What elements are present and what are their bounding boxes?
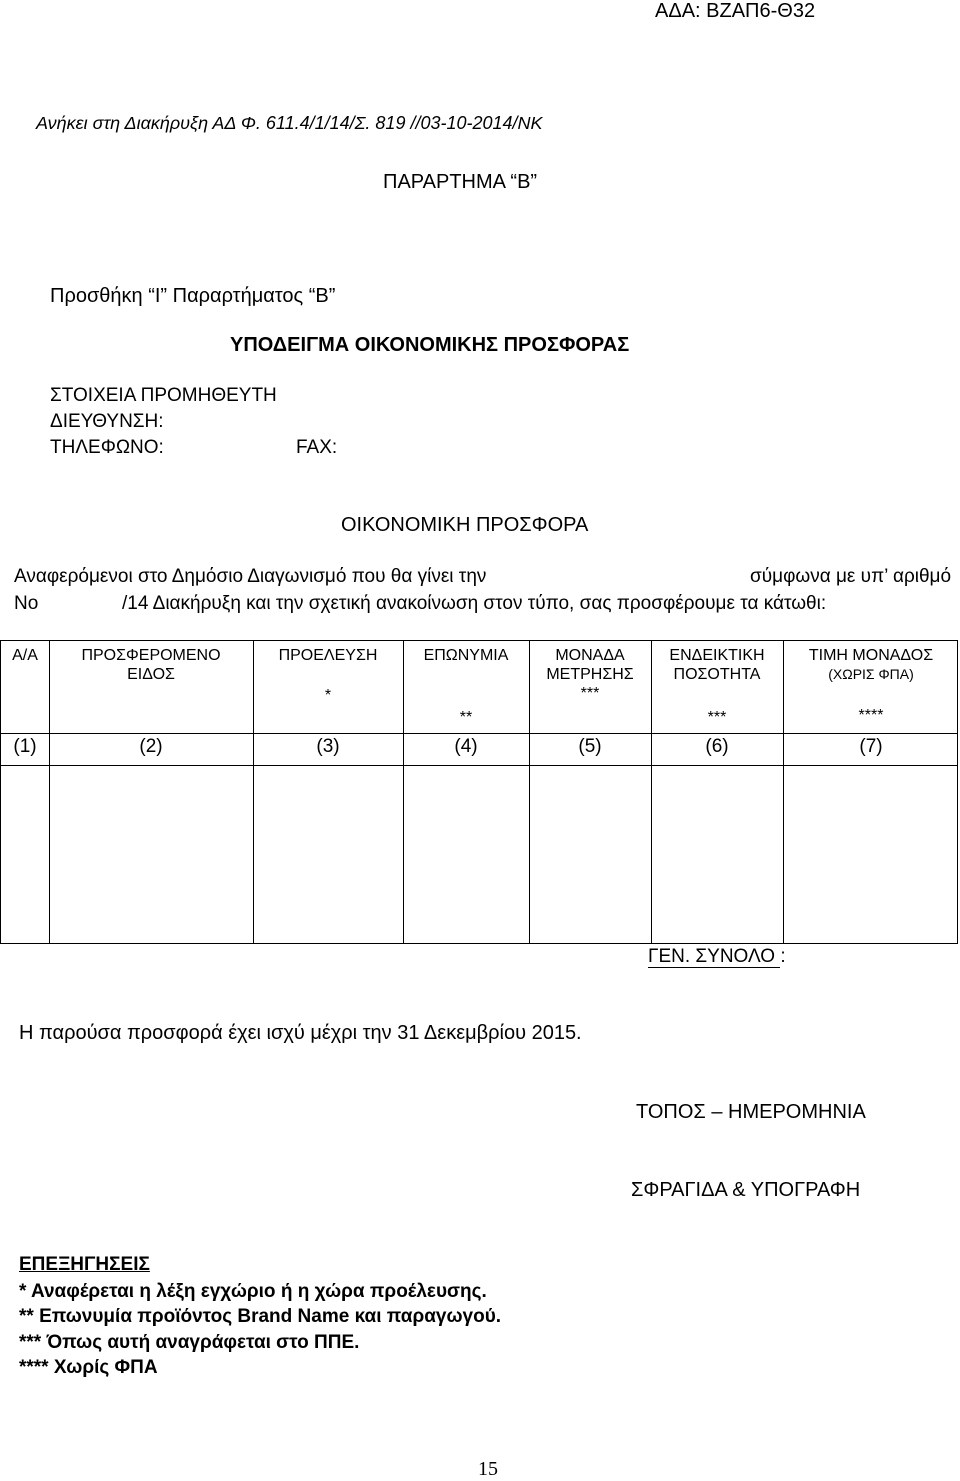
annex-title: ΠΑΡΑΡΤΗΜΑ “Β” [383, 171, 538, 193]
ada-code: ΑΔΑ: ΒΖΑΠ6-Θ32 [655, 0, 816, 22]
phone-label: ΤΗΛΕΦΩΝΟ: [50, 437, 164, 458]
fax-label: FAX: [296, 437, 338, 458]
mark-brand: ** [459, 709, 473, 726]
mark-quantity: *** [707, 709, 727, 726]
header-unit-price: ΤΙΜΗ ΜΟΝΑΔΟΣ (ΧΩΡΙΣ ΦΠΑ) [808, 647, 934, 682]
header-unit: ΜΟΝΑΔΑ ΜΕΤΡΗΣΗΣ [546, 647, 634, 683]
stamp-signature-label: ΣΦΡΑΓΙΔΑ & ΥΠΟΓΡΑΦΗ [631, 1179, 861, 1201]
col-num-1: (1) [13, 736, 37, 757]
col-num-2: (2) [139, 736, 163, 757]
addendum-title: Προσθήκη “Ι” Παραρτήματος “Β” [50, 285, 336, 307]
total-label: ΓΕΝ. ΣΥΝΟΛΟ : [648, 946, 786, 967]
header-brand: ΕΠΩΝΥΜΙΑ [423, 647, 509, 664]
header-aa: Α/Α [12, 647, 38, 664]
col-num-6: (6) [705, 736, 729, 757]
col-num-5: (5) [578, 736, 602, 757]
page-number: 15 [478, 1458, 498, 1480]
reference-line: Ανήκει στη Διακήρυξη ΑΔ Φ. 611.4/1/14/Σ. 819 //03-10-2014/ΝΚ [36, 113, 543, 133]
explanation-item: ** Επωνυμία προϊόντος Brand Name και παραγωγού. [19, 1306, 502, 1327]
validity-statement: Η παρούσα προσφορά έχει ισχύ μέχρι την 31 Δεκεμβρίου 2015. [19, 1022, 582, 1044]
col-num-7: (7) [859, 736, 883, 757]
form-title: ΥΠΟΔΕΙΓΜΑ ΟΙΚΟΝΟΜΙΚΗΣ ΠΡΟΣΦΟΡΑΣ [230, 334, 630, 356]
intro-line1-part1: Αναφερόμενοι στο Δημόσιο Διαγωνισμό που θα γίνει την [14, 566, 487, 587]
intro-line2-part2: /14 Διακήρυξη και την σχετική ανακοίνωση στον τύπο, σας προσφέρουμε τα κάτωθι: [122, 593, 827, 614]
explanation-item: **** Χωρίς ΦΠΑ [19, 1357, 158, 1378]
intro-line2-part1: Νο [14, 593, 39, 614]
mark-origin: * [324, 687, 332, 704]
offer-table [0, 640, 958, 944]
col-num-3: (3) [316, 736, 340, 757]
col-num-4: (4) [454, 736, 478, 757]
explanations-title: ΕΠΕΞΗΓΗΣΕΙΣ [19, 1254, 150, 1275]
address-label: ΔΙΕΥΘΥΝΣΗ: [50, 411, 164, 432]
place-date-label: ΤΟΠΟΣ – ΗΜΕΡΟΜΗΝΙΑ [636, 1101, 866, 1123]
header-offered-item: ΠΡΟΣΦΕΡΟΜΕΝΟ ΕΙΔΟΣ [81, 647, 221, 683]
mark-unit: *** [580, 685, 600, 702]
offer-title: ΟΙΚΟΝΟΜΙΚΗ ΠΡΟΣΦΟΡΑ [341, 514, 589, 536]
supplier-details-label: ΣΤΟΙΧΕΙΑ ΠΡΟΜΗΘΕΥΤΗ [50, 385, 277, 406]
explanation-item: *** Όπως αυτή αναγράφεται στο ΠΠΕ. [19, 1332, 360, 1353]
mark-unit-price: **** [858, 707, 884, 724]
intro-line1-part2: σύμφωνα με υπ’ αριθμό [750, 566, 952, 587]
header-quantity: ΕΝΔΕΙΚΤΙΚΗ ΠΟΣΟΤΗΤΑ [669, 647, 765, 683]
explanation-item: * Αναφέρεται η λέξη εγχώριο ή η χώρα προέλευσης. [19, 1281, 487, 1302]
header-origin: ΠΡΟΕΛΕΥΣΗ [278, 647, 378, 664]
